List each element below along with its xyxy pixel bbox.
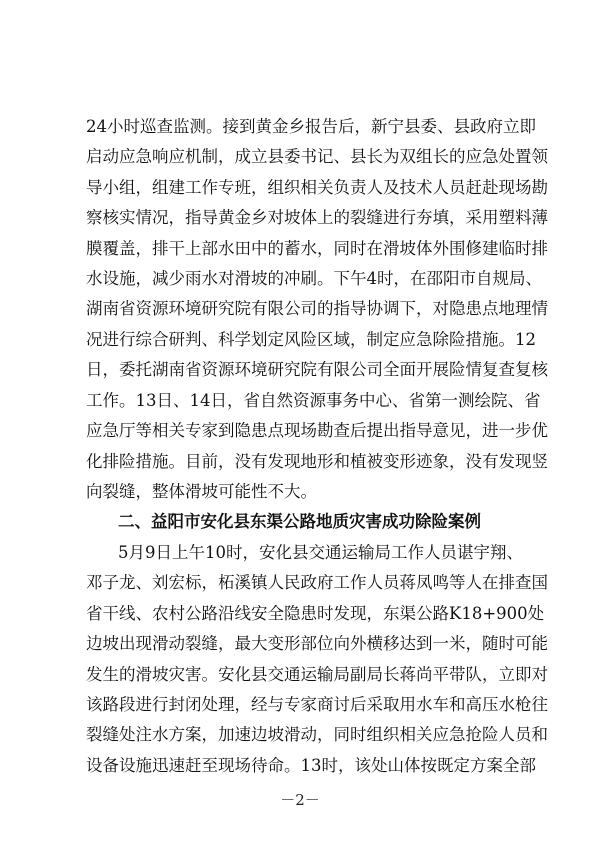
paragraph-1-line: 水设施，减少雨水对滑坡的冲刷。下午4时，在邵阳市自规局、	[86, 269, 542, 288]
paragraph-1-line: 察核实情况，指导黄金乡对坡体上的裂缝进行夯填，采用塑料薄	[86, 208, 548, 227]
paragraph-1-line: 24小时巡查监测。接到黄金乡报告后，新宁县委、县政府立即	[86, 117, 536, 136]
paragraph-1-line: 向裂缝，整体滑坡可能性不大。	[86, 482, 317, 501]
section-2-line: 省干线、农村公路沿线安全隐患时发现，东渠公路K18+900处	[86, 604, 545, 623]
paragraph-1-line: 启动应急响应机制，成立县委书记、县长为双组长的应急处置领	[86, 147, 548, 166]
page-number: －2－	[280, 791, 320, 809]
paragraph-1-line: 况进行综合研判、科学划定风险区域，制定应急除险措施。12	[86, 330, 536, 349]
paragraph-1-line: 工作。13日、14日，省自然资源事务中心、省第一测绘院、省	[86, 391, 541, 410]
paragraph-1-line: 膜覆盖，排干上部水田中的蓄水，同时在滑坡体外围修建临时排	[86, 239, 548, 258]
section-2-line: 发生的滑坡灾害。安化县交通运输局副局长蒋尚平带队，立即对	[86, 665, 548, 684]
section-2-line: 设备设施迅速赶至现场待命。13时，该处山体按既定方案全部	[86, 756, 536, 775]
paragraph-1-line: 应急厅等相关专家到隐患点现场勘查后提出指导意见，进一步优	[86, 421, 548, 440]
section-2-line: 裂缝处注水方案，加速边坡滑动，同时组织相关应急抢险人员和	[86, 725, 548, 744]
paragraph-1-line: 化排险措施。目前，没有发现地形和植被变形迹象，没有发现竖	[86, 452, 548, 471]
section-2-line: 边坡出现滑动裂缝，最大变形部位向外横移达到一米，随时可能	[86, 634, 548, 653]
section-2-heading: 二、益阳市安化县东渠公路地质灾害成功除险案例	[118, 512, 481, 531]
paragraph-1-line: 湖南省资源环境研究院有限公司的指导协调下，对隐患点地理情	[86, 299, 548, 318]
section-2-line: 5月9日上午10时，安化县交通运输局工作人员谌宇翔、	[118, 543, 523, 562]
paragraph-1-line: 导小组，组建工作专班，组织相关负责人及技术人员赶赴现场勘	[86, 178, 548, 197]
paragraph-1-line: 日，委托湖南省资源环境研究院有限公司全面开展险情复查复核	[86, 360, 548, 379]
section-2-line: 邓子龙、刘宏标，柘溪镇人民政府工作人员蒋凤鸣等人在排查国	[86, 573, 548, 592]
section-2-line: 该路段进行封闭处理，经与专家商讨后采取用水车和高压水枪往	[86, 695, 548, 714]
